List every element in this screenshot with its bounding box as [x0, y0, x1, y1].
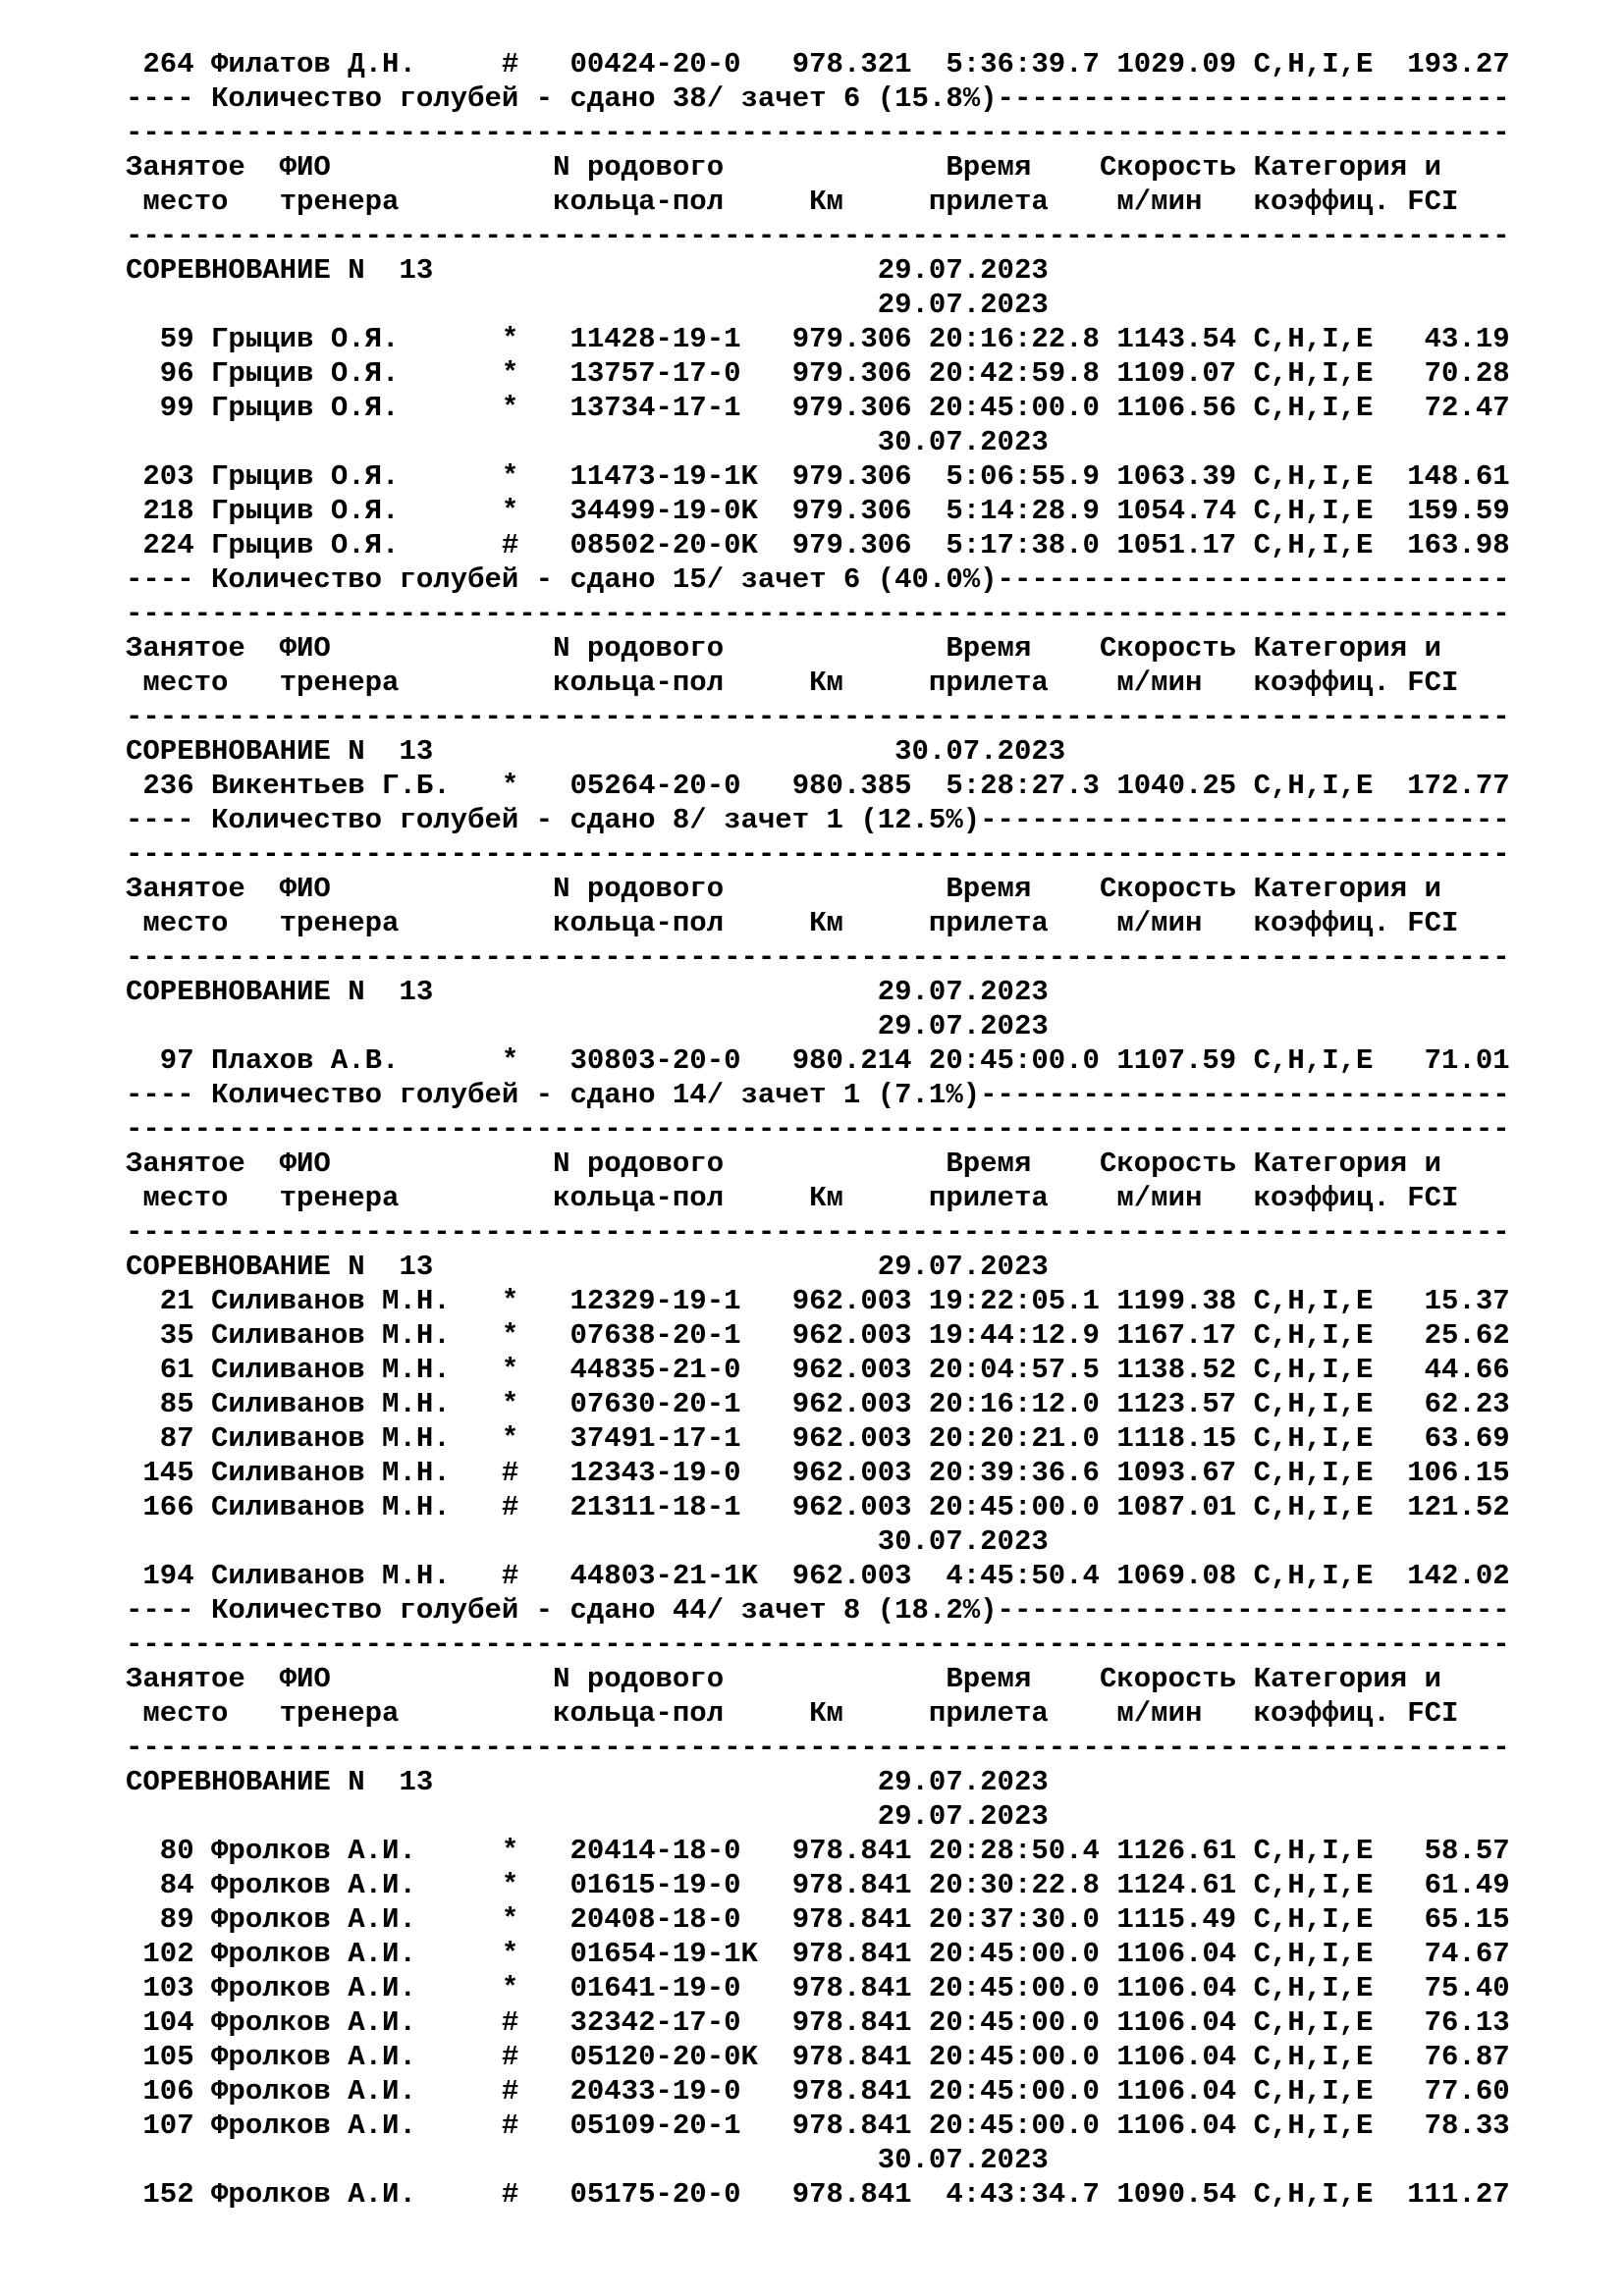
column-header: место тренера кольца-пол Км прилета м/мин коэффиц. FCI [126, 1182, 1459, 1214]
result-row: 96 Грыцив О.Я. * 13757-17-0 979.306 20:42:59.8 1109.07 C,H,I,E 70.28 [126, 357, 1510, 390]
result-row: 80 Фролков А.И. * 20414-18-0 978.841 20:28:50.4 1126.61 C,H,I,E 58.57 [126, 1835, 1510, 1867]
competition-header: СОРЕВНОВАНИЕ N 13 29.07.2023 [126, 1251, 1049, 1283]
divider-line: --------------------------------------------------------------------------------- [126, 1732, 1510, 1764]
result-row: 85 Силиванов М.Н. * 07630-20-1 962.003 20:16:12.0 1123.57 C,H,I,E 62.23 [126, 1388, 1510, 1420]
divider-line: --------------------------------------------------------------------------------- [126, 1113, 1510, 1146]
divider-line: --------------------------------------------------------------------------------- [126, 838, 1510, 871]
column-header: Занятое ФИО N родового Время Скорость Категория и [126, 873, 1442, 905]
result-row: 264 Филатов Д.Н. # 00424-20-0 978.321 5:36:39.7 1029.09 C,H,I,E 193.27 [126, 48, 1510, 80]
divider-line: --------------------------------------------------------------------------------- [126, 598, 1510, 630]
section-summary: ---- Количество голубей - сдано 38/ зачет 6 (15.8%)------------------------------ [126, 82, 1510, 115]
section-summary: ---- Количество голубей - сдано 8/ зачет 1 (12.5%)------------------------------- [126, 804, 1510, 836]
column-header: Занятое ФИО N родового Время Скорость Категория и [126, 151, 1442, 184]
result-row: 84 Фролков А.И. * 01615-19-0 978.841 20:30:22.8 1124.61 C,H,I,E 61.49 [126, 1869, 1510, 1901]
result-row: 102 Фролков А.И. * 01654-19-1K 978.841 20:45:00.0 1106.04 C,H,I,E 74.67 [126, 1938, 1510, 1970]
result-row: 194 Силиванов М.Н. # 44803-21-1K 962.003 4:45:50.4 1069.08 C,H,I,E 142.02 [126, 1560, 1510, 1592]
result-row: 145 Силиванов М.Н. # 12343-19-0 962.003 20:39:36.6 1093.67 C,H,I,E 106.15 [126, 1457, 1510, 1489]
result-row: 224 Грыцив О.Я. # 08502-20-0K 979.306 5:17:38.0 1051.17 C,H,I,E 163.98 [126, 529, 1510, 561]
column-header: место тренера кольца-пол Км прилета м/мин коэффиц. FCI [126, 186, 1459, 218]
result-row: 21 Силиванов М.Н. * 12329-19-1 962.003 19:22:05.1 1199.38 C,H,I,E 15.37 [126, 1285, 1510, 1317]
result-row: 97 Плахов А.В. * 30803-20-0 980.214 20:45:00.0 1107.59 C,H,I,E 71.01 [126, 1044, 1510, 1077]
result-row: 107 Фролков А.И. # 05109-20-1 978.841 20:45:00.0 1106.04 C,H,I,E 78.33 [126, 2109, 1510, 2142]
result-row: 106 Фролков А.И. # 20433-19-0 978.841 20:45:00.0 1106.04 C,H,I,E 77.60 [126, 2075, 1510, 2108]
result-row: 218 Грыцив О.Я. * 34499-19-0K 979.306 5:14:28.9 1054.74 C,H,I,E 159.59 [126, 495, 1510, 527]
column-header: Занятое ФИО N родового Время Скорость Категория и [126, 1148, 1442, 1180]
result-row: 87 Силиванов М.Н. * 37491-17-1 962.003 20:20:21.0 1118.15 C,H,I,E 63.69 [126, 1422, 1510, 1455]
result-row: 104 Фролков А.И. # 32342-17-0 978.841 20:45:00.0 1106.04 C,H,I,E 76.13 [126, 2006, 1510, 2039]
result-row: 152 Фролков А.И. # 05175-20-0 978.841 4:43:34.7 1090.54 C,H,I,E 111.27 [126, 2178, 1510, 2211]
section-summary: ---- Количество голубей - сдано 15/ зачет 6 (40.0%)------------------------------ [126, 563, 1510, 596]
column-header: место тренера кольца-пол Км прилета м/мин коэффиц. FCI [126, 1697, 1459, 1730]
date-line: 29.07.2023 [126, 1800, 1049, 1833]
date-line: 30.07.2023 [126, 426, 1049, 458]
column-header: место тренера кольца-пол Км прилета м/мин коэффиц. FCI [126, 667, 1459, 699]
section-summary: ---- Количество голубей - сдано 14/ зачет 1 (7.1%)------------------------------- [126, 1079, 1510, 1111]
result-row: 89 Фролков А.И. * 20408-18-0 978.841 20:37:30.0 1115.49 C,H,I,E 65.15 [126, 1903, 1510, 1936]
divider-line: --------------------------------------------------------------------------------- [126, 1629, 1510, 1661]
divider-line: --------------------------------------------------------------------------------- [126, 220, 1510, 252]
result-row: 103 Фролков А.И. * 01641-19-0 978.841 20:45:00.0 1106.04 C,H,I,E 75.40 [126, 1972, 1510, 2004]
column-header: Занятое ФИО N родового Время Скорость Категория и [126, 632, 1442, 665]
result-row: 203 Грыцив О.Я. * 11473-19-1K 979.306 5:06:55.9 1063.39 C,H,I,E 148.61 [126, 460, 1510, 493]
competition-header: СОРЕВНОВАНИЕ N 13 29.07.2023 [126, 976, 1049, 1008]
competition-header: СОРЕВНОВАНИЕ N 13 29.07.2023 [126, 1766, 1049, 1798]
result-row: 105 Фролков А.И. # 05120-20-0K 978.841 20:45:00.0 1106.04 C,H,I,E 76.87 [126, 2041, 1510, 2073]
divider-line: --------------------------------------------------------------------------------- [126, 1216, 1510, 1249]
result-row: 35 Силиванов М.Н. * 07638-20-1 962.003 19:44:12.9 1167.17 C,H,I,E 25.62 [126, 1319, 1510, 1352]
divider-line: --------------------------------------------------------------------------------- [126, 701, 1510, 733]
column-header: Занятое ФИО N родового Время Скорость Категория и [126, 1663, 1442, 1695]
result-row: 99 Грыцив О.Я. * 13734-17-1 979.306 20:45:00.0 1106.56 C,H,I,E 72.47 [126, 392, 1510, 424]
divider-line: --------------------------------------------------------------------------------- [126, 941, 1510, 974]
result-row: 166 Силиванов М.Н. # 21311-18-1 962.003 20:45:00.0 1087.01 C,H,I,E 121.52 [126, 1491, 1510, 1523]
result-row: 236 Викентьев Г.Б. * 05264-20-0 980.385 5:28:27.3 1040.25 C,H,I,E 172.77 [126, 770, 1510, 802]
date-line: 29.07.2023 [126, 1010, 1049, 1042]
date-line: 30.07.2023 [126, 1525, 1049, 1558]
competition-header: СОРЕВНОВАНИЕ N 13 29.07.2023 [126, 254, 1049, 287]
column-header: место тренера кольца-пол Км прилета м/мин коэффиц. FCI [126, 907, 1459, 939]
result-row: 59 Грыцив О.Я. * 11428-19-1 979.306 20:16:22.8 1143.54 C,H,I,E 43.19 [126, 323, 1510, 355]
result-row: 61 Силиванов М.Н. * 44835-21-0 962.003 20:04:57.5 1138.52 C,H,I,E 44.66 [126, 1354, 1510, 1386]
date-line: 30.07.2023 [126, 2144, 1049, 2176]
competition-header: СОРЕВНОВАНИЕ N 13 30.07.2023 [126, 735, 1066, 768]
date-line: 29.07.2023 [126, 289, 1049, 321]
divider-line: --------------------------------------------------------------------------------- [126, 117, 1510, 149]
section-summary: ---- Количество голубей - сдано 44/ зачет 8 (18.2%)------------------------------ [126, 1594, 1510, 1627]
